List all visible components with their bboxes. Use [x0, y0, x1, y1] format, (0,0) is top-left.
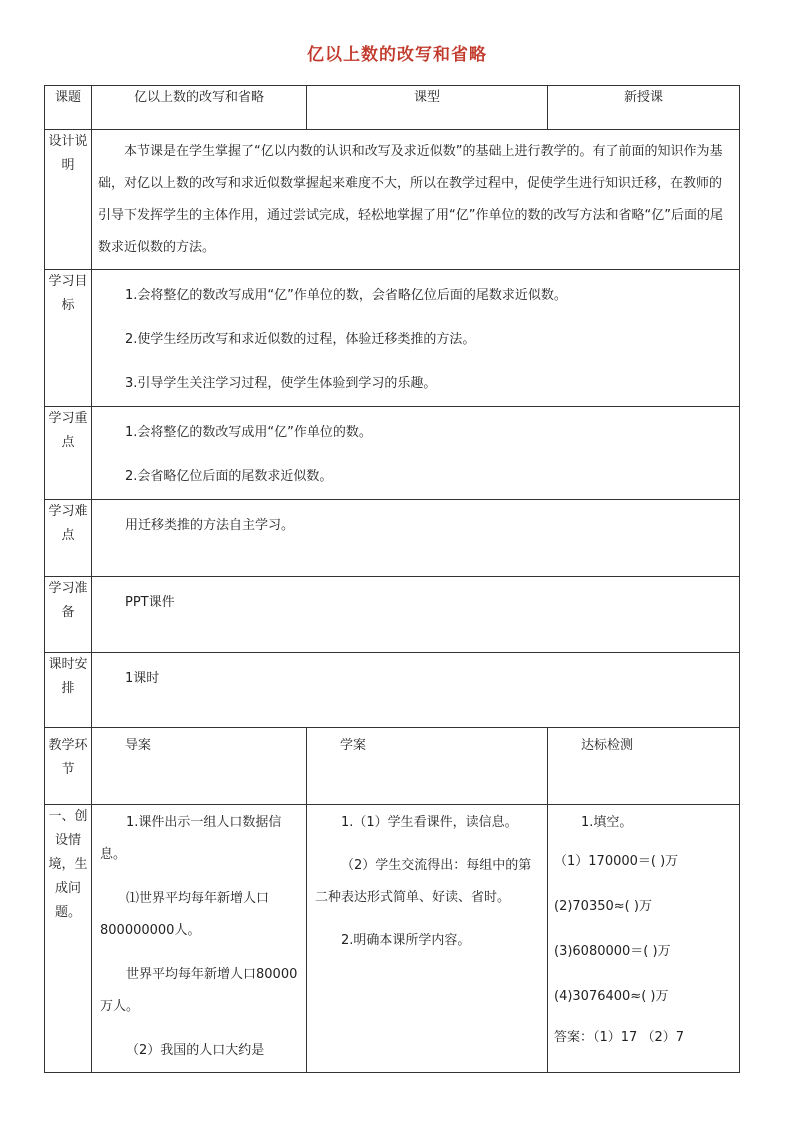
schedule-label: 课时安排	[45, 653, 92, 728]
section1-check-cell	[548, 805, 740, 1073]
guide-line: ⑴世界平均每年新增人口800000000人。	[100, 891, 270, 938]
key-point-item: 2.会省略亿位后面的尾数求近似数。	[125, 469, 333, 484]
difficulty-label: 学习难点	[45, 500, 92, 577]
schedule-cell	[92, 653, 740, 728]
schedule-row	[45, 653, 740, 728]
difficulty-cell	[92, 500, 740, 577]
type-value: 新授课	[548, 86, 740, 130]
goal-item: 2.使学生经历改写和求近似数的过程，体验迁移类推的方法。	[125, 332, 476, 347]
goals-row	[45, 270, 740, 407]
study-line: 2.明确本课所学内容。	[341, 933, 471, 948]
check-line: (2)70350≈( )万	[554, 899, 652, 914]
study-col-header	[307, 728, 548, 805]
goals-label: 学习目标	[45, 270, 92, 407]
check-line: 1.填空。	[581, 815, 633, 830]
schedule-text: 1课时	[125, 671, 160, 686]
header-row	[45, 86, 740, 130]
section1-row	[45, 805, 740, 1073]
design-row	[45, 130, 740, 270]
topic-value: 亿以上数的改写和省略	[92, 86, 307, 130]
study-line: （2）学生交流得出：每组中的第二种表达形式简单、好读、省时。	[315, 858, 532, 905]
key-points-label: 学习重点	[45, 407, 92, 500]
goals-cell	[92, 270, 740, 407]
difficulty-row	[45, 500, 740, 577]
check-line: （1）170000＝( )万	[554, 854, 679, 869]
topic-label: 课题	[45, 86, 92, 130]
key-point-item: 1.会将整亿的数改写成用“亿”作单位的数。	[125, 425, 372, 440]
guide-col-header	[92, 728, 307, 805]
lesson-plan-table	[44, 85, 740, 1073]
section1-guide-cell	[92, 805, 307, 1073]
design-text: 本节课是在学生掌握了“亿以内数的认识和改写及求近似数”的基础上进行教学的。有了前面的知识作为基础，对亿以上数的改写和求近似数掌握起来难度不大，所以在教学过程中，促使学生进行知识迁移，在教师的引导下发挥学生的主体作用，通过尝试完成，轻松地掌握了用“亿”作单位的数的改写方法和省略“亿”后面的尾数求近似数的方法。	[98, 144, 723, 255]
study-line: 1.（1）学生看课件，读信息。	[341, 815, 518, 830]
preparation-cell	[92, 577, 740, 653]
study-col-label: 学案	[340, 738, 367, 753]
check-line: (4)3076400≈( )万	[554, 989, 669, 1004]
design-label: 设计说明	[45, 130, 92, 270]
guide-line: 1.课件出示一组人口数据信息。	[100, 815, 282, 862]
preparation-label: 学习准备	[45, 577, 92, 653]
preparation-text: PPT课件	[125, 595, 175, 610]
difficulty-text: 用迁移类推的方法自主学习。	[125, 518, 295, 533]
design-cell	[92, 130, 740, 270]
document-title: 亿以上数的改写和省略	[307, 45, 487, 65]
guide-line: 世界平均每年新增人口80000万人。	[100, 967, 298, 1014]
preparation-row	[45, 577, 740, 653]
type-label: 课型	[307, 86, 548, 130]
goal-item: 1.会将整亿的数改写成用“亿”作单位的数，会省略亿位后面的尾数求近似数。	[125, 288, 567, 303]
check-col-header	[548, 728, 740, 805]
process-label: 教学环节	[45, 728, 92, 805]
process-header-row	[45, 728, 740, 805]
section1-study-cell	[307, 805, 548, 1073]
check-line: (3)6080000＝( )万	[554, 944, 671, 959]
guide-col-label: 导案	[125, 738, 152, 753]
check-col-label: 达标检测	[581, 738, 634, 753]
guide-line: （2）我国的人口大约是	[126, 1043, 265, 1058]
key-points-row	[45, 407, 740, 500]
goal-item: 3.引导学生关注学习过程，使学生体验到学习的乐趣。	[125, 376, 437, 391]
key-points-cell	[92, 407, 740, 500]
check-line: 答案：（1）17 （2）7	[554, 1030, 684, 1045]
section1-label: 一、创设情境，生成问题。	[45, 805, 92, 1073]
